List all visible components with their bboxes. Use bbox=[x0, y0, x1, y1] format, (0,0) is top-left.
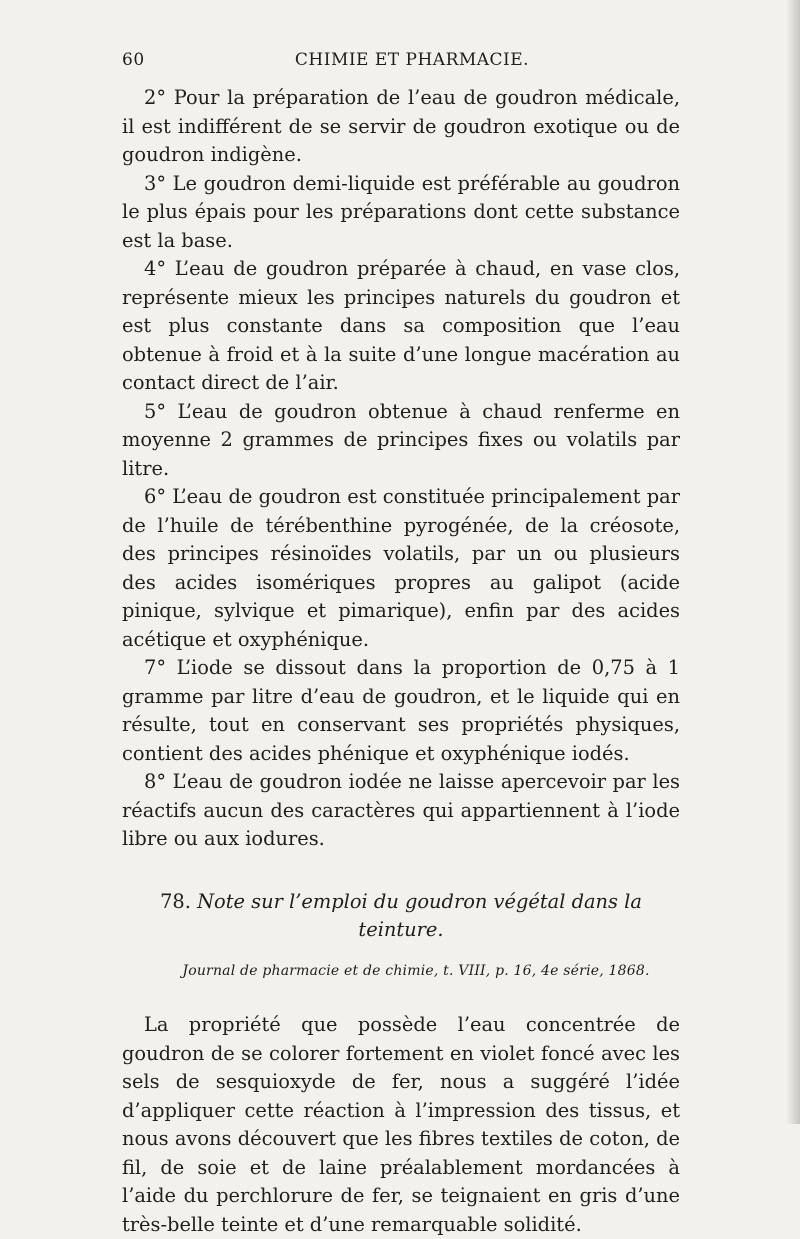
section-heading bbox=[122, 888, 680, 945]
page-number: 60 bbox=[122, 50, 145, 70]
conclusion-4: 4° L’eau de goudron préparée à chaud, en vase clos, représente mieux les principes naturels du goudron et est plus constante dans sa composition que l’eau obtenue à froid et à la suite d’une longue macération au contact direct de l’air. bbox=[122, 257, 680, 394]
page-edge-shadow bbox=[786, 0, 800, 1124]
conclusion-3: 3° Le goudron demi-liquide est préférable au goudron le plus épais pour les préparations dont cette substance est la base. bbox=[122, 171, 680, 252]
running-head: CHIMIE ET PHARMACIE. bbox=[294, 50, 530, 70]
section-title: Note sur l’emploi du goudron végétal dans la teinture. bbox=[197, 889, 642, 941]
section-citation: Journal de pharmacie et de chimie, t. VIII, p. 16, 4e série, 1868. bbox=[182, 962, 650, 979]
conclusion-8: 8° L’eau de goudron iodée ne laisse apercevoir par les réactifs aucun des caractères qui appartiennent à l’iode libre ou aux iodures. bbox=[122, 770, 680, 850]
conclusion-6: 6° L’eau de goudron est constituée principalement par de l’huile de térébenthine pyrogénée, de la créosote, des principes résinoïdes volatils, par un ou plusieurs des acides isomériques propres au galipot (acide pinique, sylvique et pimarique), enfin par des acides acétique et oxyphénique. bbox=[122, 485, 680, 651]
page-header bbox=[122, 50, 682, 76]
body-text bbox=[122, 84, 680, 1239]
section-paragraph: La propriété que possède l’eau concentrée de goudron de se colorer fortement en violet foncé avec les sels de sesquioxyde de fer, nous a suggéré l’idée d’appliquer cette réaction à l’impression des tissus, et nous avons découvert que les fibres textiles de coton, de fil, de soie et de laine préalablement mordancées à l’aide du perchlorure de fer, se teignaient en gris d’une très-belle teinte et d’une remarquable solidité. bbox=[122, 1013, 680, 1236]
conclusion-5: 5° L’eau de goudron obtenue à chaud renferme en moyenne 2 grammes de principes fixes ou volatils par litre. bbox=[122, 399, 680, 480]
section-number: 78. bbox=[160, 889, 191, 913]
conclusion-2: 2° Pour la préparation de l’eau de goudron médicale, il est indifférent de se servir de goudron exotique ou de goudron indigène. bbox=[122, 86, 680, 166]
conclusion-7: 7° L’iode se dissout dans la proportion de 0,75 à 1 gramme par litre d’eau de goudron, et le liquide qui en résulte, tout en conservant ses propriétés physiques, contient des acides phénique et oxyphénique iodés. bbox=[122, 656, 680, 765]
